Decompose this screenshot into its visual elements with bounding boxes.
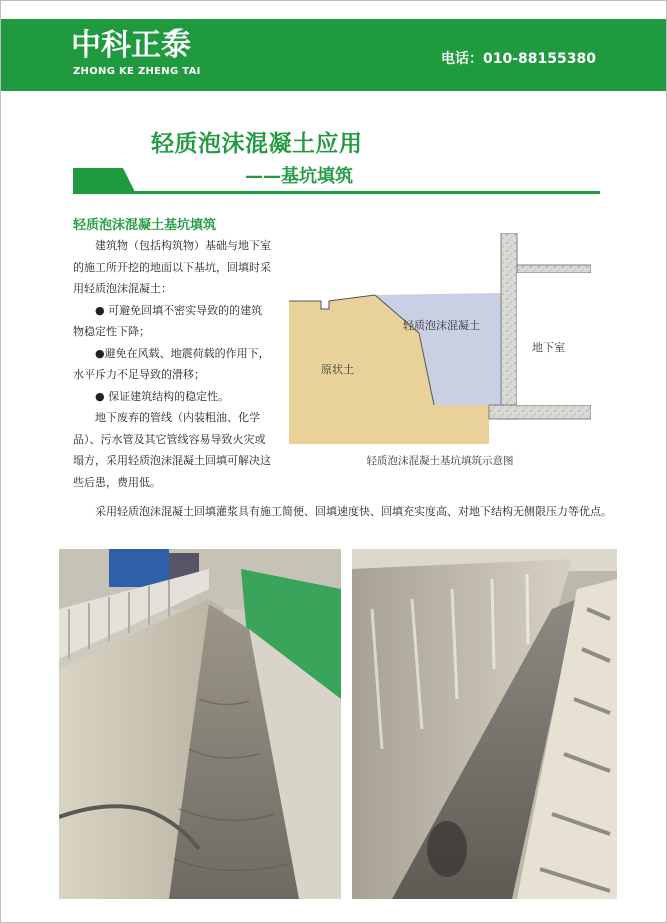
construction-photo-right xyxy=(352,549,617,899)
label-native-soil: 原状土 xyxy=(321,363,354,376)
basement-slab xyxy=(489,405,591,419)
intro-paragraph: 建筑物（包括构筑物）基础与地下室的施工所开挖的地面以下基坑，回填时采用轻质泡沫混凝土： xyxy=(73,239,271,295)
bullet-item: ● 可避免回填不密实导致的的建筑物稳定性下降； xyxy=(73,303,263,338)
logo-chinese: 中科正泰 xyxy=(71,28,191,63)
construction-photo-left xyxy=(59,549,341,899)
page-title: 轻质泡沫混凝土应用 xyxy=(151,131,363,157)
diagram-caption: 轻质泡沫混凝土基坑填筑示意图 xyxy=(366,455,514,467)
summary-paragraph: 采用轻质泡沫混凝土回填灌浆具有施工简便、回填速度快、回填充实度高、对地下结构无侧限压力等优点。 xyxy=(95,505,612,518)
title-underline xyxy=(73,191,600,194)
basement-room xyxy=(517,273,591,405)
pipes-paragraph: 地下废弃的管线（内装粗油、化学品）、污水管及其它管线容易导致火灾或塌方，采用轻质泡沫混凝土回填可解决这些后患，费用低。 xyxy=(73,411,271,489)
leaf-icon xyxy=(165,27,185,39)
section-heading: 轻质泡沫混凝土基坑填筑 xyxy=(73,218,217,233)
foundation-pit-diagram xyxy=(289,233,591,444)
label-foam-concrete: 轻质泡沫混凝土 xyxy=(403,319,480,332)
basement-wall xyxy=(501,233,517,419)
bullet-item: ●避免在风载、地震荷载的作用下，水平斥力不足导致的滑移； xyxy=(73,346,270,381)
title-tab-decoration xyxy=(73,168,135,192)
page-subtitle: ——基坑填筑 xyxy=(245,166,353,187)
bullet-item: ● 保证建筑结构的稳定性。 xyxy=(95,389,230,403)
logo-english: ZHONG KE ZHENG TAI xyxy=(73,66,201,77)
body-text xyxy=(73,235,271,493)
basement-floor xyxy=(517,265,591,273)
phone-number: 电话：010-88155380 xyxy=(441,51,596,67)
header-bar xyxy=(1,19,666,91)
label-basement: 地下室 xyxy=(532,341,565,354)
